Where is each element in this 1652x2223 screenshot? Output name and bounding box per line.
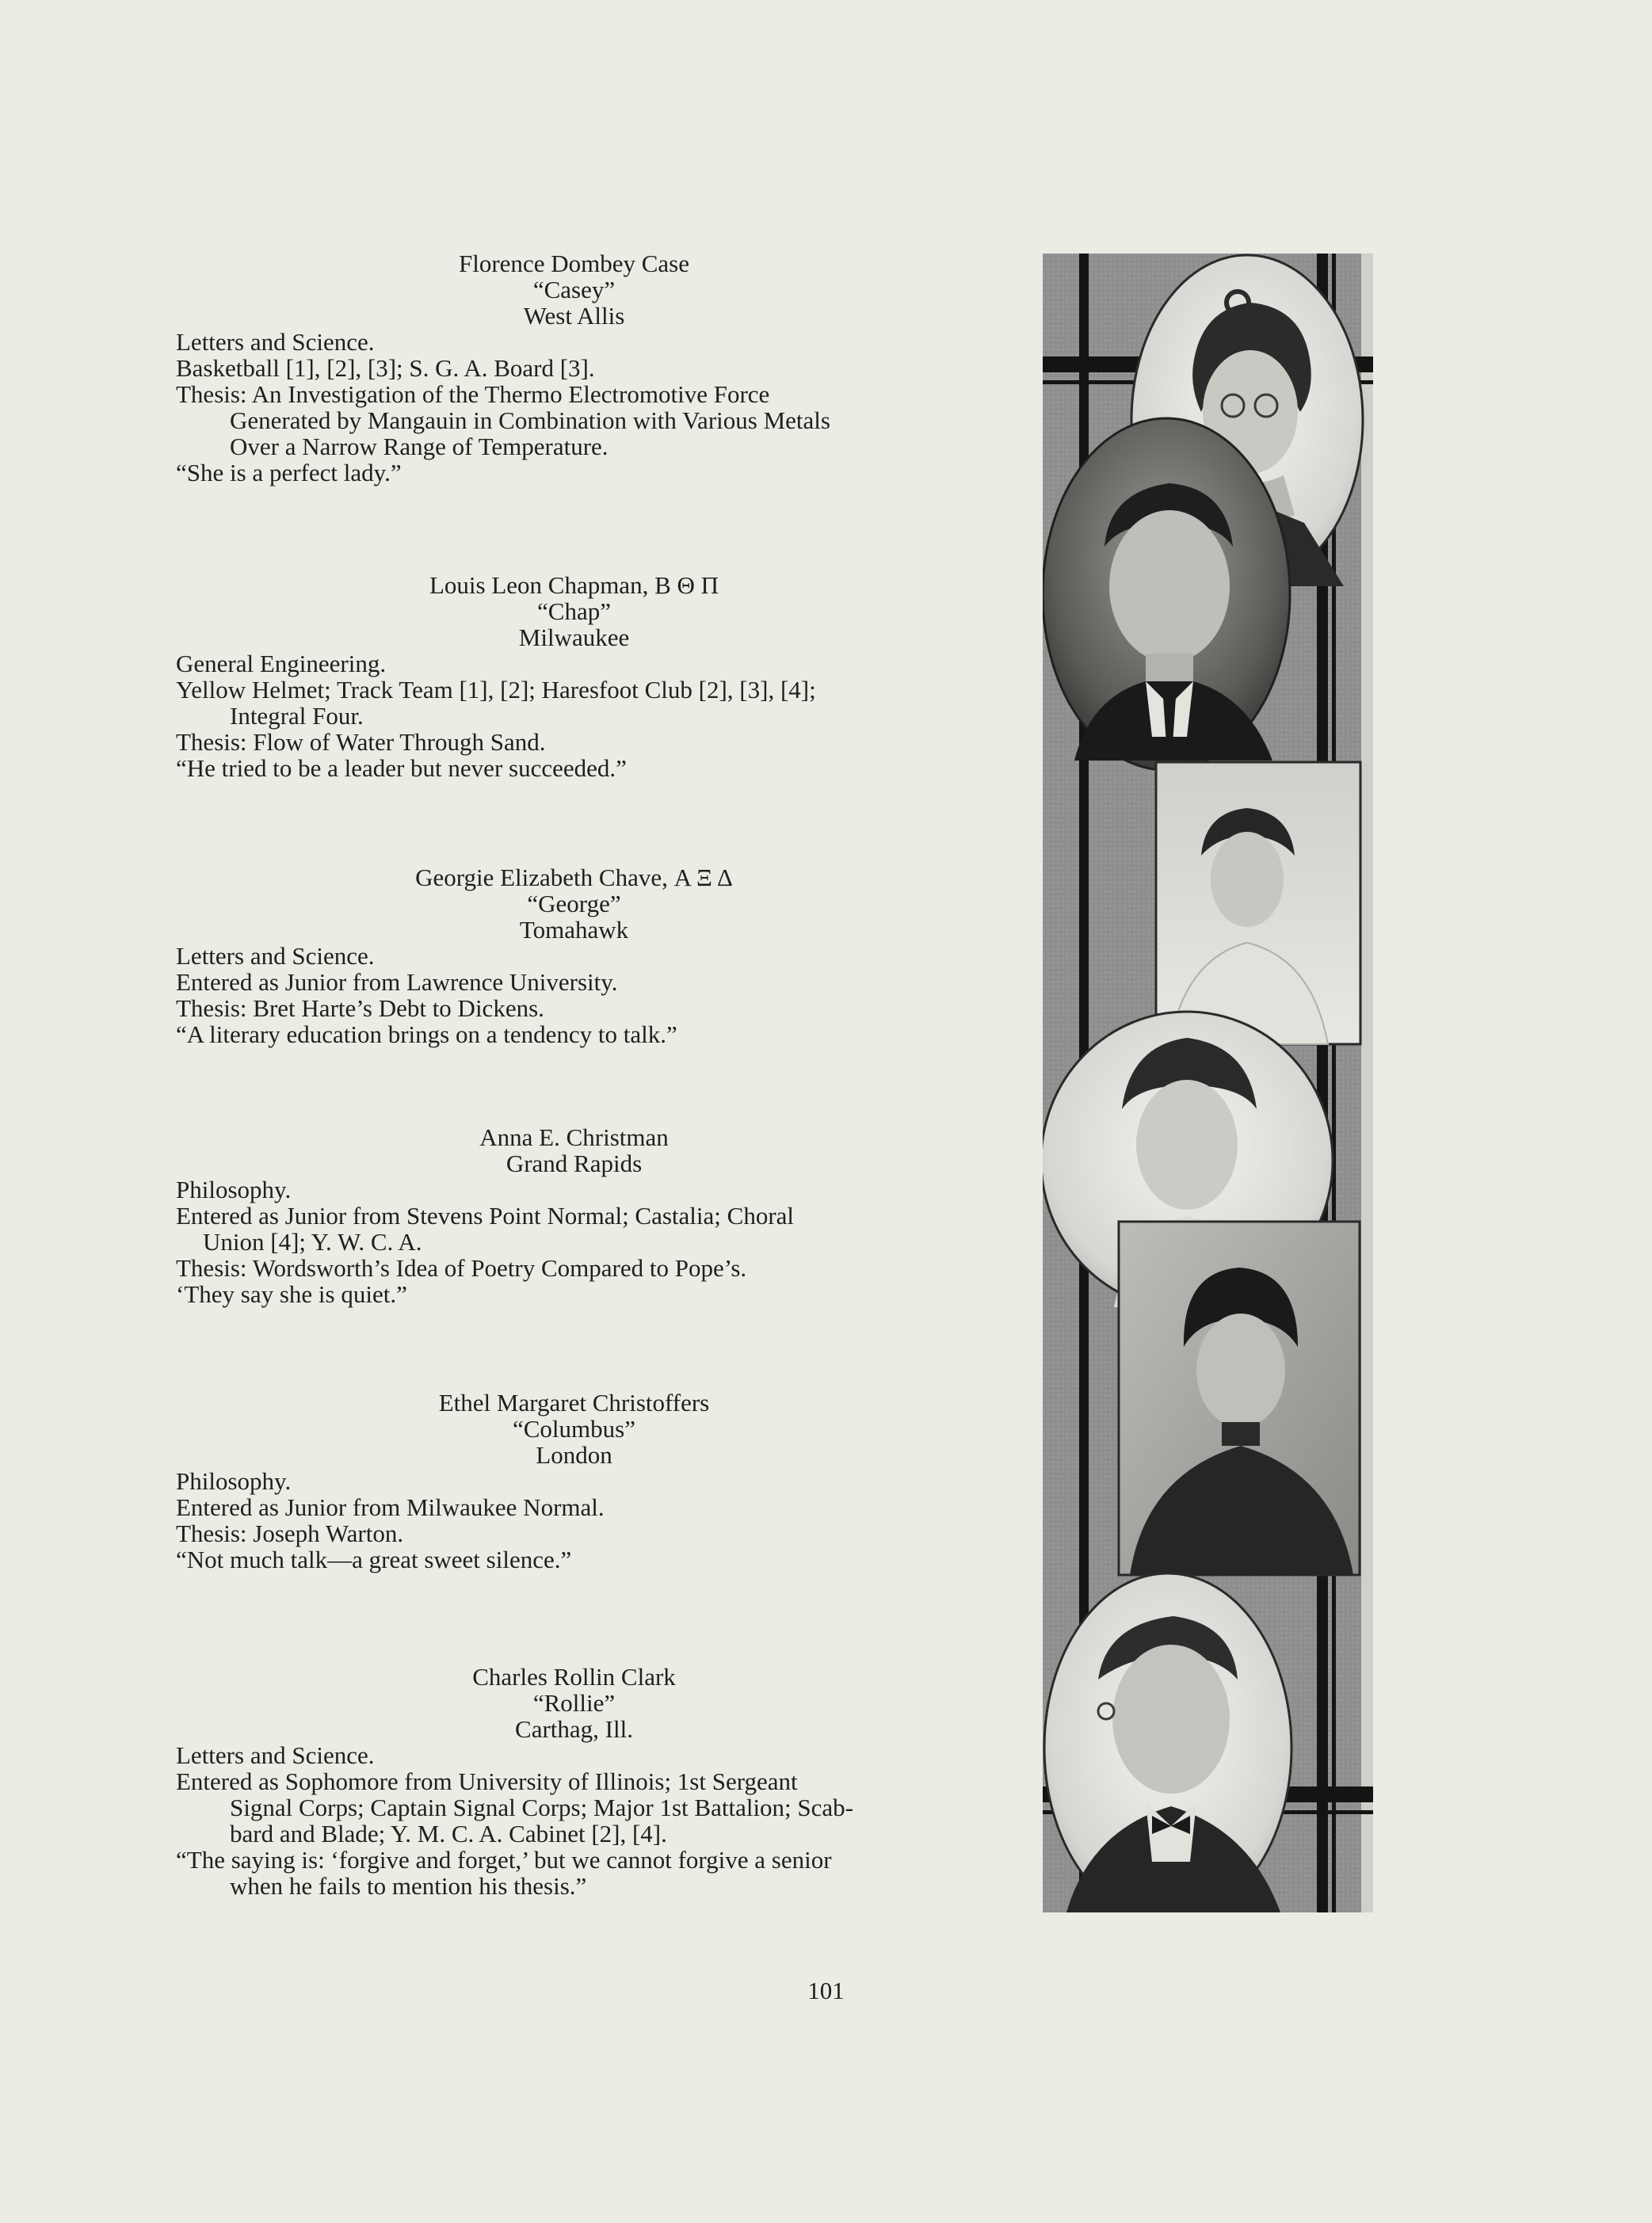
student-nickname: “Chap” bbox=[537, 597, 611, 625]
detail-line: Entered as Sophomore from University of Illinois; 1st Sergeant bbox=[176, 1767, 798, 1795]
entry-heading bbox=[176, 1664, 972, 1742]
student-nickname: “George” bbox=[527, 890, 621, 917]
detail-line: Entered as Junior from Milwaukee Normal. bbox=[176, 1493, 605, 1521]
senior-entry bbox=[176, 1124, 972, 1307]
detail-line: Integral Four. bbox=[230, 702, 364, 730]
detail-line: Thesis: Wordsworth’s Idea of Poetry Compared to Pope’s. bbox=[176, 1254, 747, 1282]
detail-line: Union [4]; Y. W. C. A. bbox=[203, 1228, 422, 1256]
detail-line: Generated by Mangauin in Combination with Various Metals bbox=[230, 406, 830, 434]
portrait-charles-clark bbox=[1044, 1573, 1291, 1912]
student-name: Anna E. Christman bbox=[479, 1123, 669, 1151]
portrait-strip bbox=[1043, 254, 1373, 1912]
detail-line: Letters and Science. bbox=[176, 328, 375, 356]
student-name: Florence Dombey Case bbox=[459, 250, 689, 277]
detail-line: Thesis: An Investigation of the Thermo Electromotive Force bbox=[176, 380, 770, 408]
student-hometown: London bbox=[536, 1441, 612, 1469]
portrait-louis-chapman bbox=[1043, 418, 1290, 770]
detail-line: Entered as Junior from Lawrence University. bbox=[176, 968, 618, 996]
detail-line: Yellow Helmet; Track Team [1], [2]; Haresfoot Club [2], [3], [4]; bbox=[176, 676, 816, 704]
entry-details bbox=[176, 650, 972, 781]
senior-entry bbox=[176, 572, 972, 781]
entry-heading bbox=[176, 250, 972, 329]
detail-line: General Engineering. bbox=[176, 650, 387, 677]
entry-heading bbox=[176, 1124, 972, 1176]
detail-line: “Not much talk—a great sweet silence.” bbox=[176, 1546, 572, 1573]
portrait-ethel-christoffers bbox=[1119, 1222, 1360, 1575]
entry-details bbox=[176, 1176, 972, 1307]
portrait-georgie-chave bbox=[1156, 762, 1360, 1044]
student-name: Georgie Elizabeth Chave, Α Ξ Δ bbox=[415, 864, 733, 891]
student-name: Louis Leon Chapman, Β Θ Π bbox=[429, 571, 719, 599]
student-nickname: “Rollie” bbox=[532, 1689, 616, 1717]
entry-details bbox=[176, 1742, 972, 1899]
detail-line: Letters and Science. bbox=[176, 942, 375, 970]
entry-details bbox=[176, 1468, 972, 1573]
student-name: Charles Rollin Clark bbox=[472, 1663, 676, 1691]
entry-details bbox=[176, 943, 972, 1047]
detail-line: Signal Corps; Captain Signal Corps; Major 1st Battalion; Scab- bbox=[230, 1794, 854, 1821]
detail-line: Entered as Junior from Stevens Point Normal; Castalia; Choral bbox=[176, 1202, 795, 1230]
entry-heading bbox=[176, 572, 972, 650]
student-nickname: “Columbus” bbox=[513, 1415, 635, 1443]
detail-line: Basketball [1], [2], [3]; S. G. A. Board [3]. bbox=[176, 354, 595, 382]
detail-line: Over a Narrow Range of Temperature. bbox=[230, 433, 609, 460]
detail-line: when he fails to mention his thesis.” bbox=[230, 1872, 587, 1900]
detail-line: Thesis: Joseph Warton. bbox=[176, 1519, 404, 1547]
senior-entry bbox=[176, 1390, 972, 1573]
student-nickname: “Casey” bbox=[532, 276, 616, 303]
page-number: 101 bbox=[807, 1977, 845, 2004]
detail-line: Thesis: Bret Harte’s Debt to Dickens. bbox=[176, 994, 544, 1022]
entry-heading bbox=[176, 1390, 972, 1468]
senior-entry bbox=[176, 864, 972, 1047]
detail-line: bard and Blade; Y. M. C. A. Cabinet [2], [4]. bbox=[230, 1820, 667, 1847]
detail-line: “A literary education brings on a tendency to talk.” bbox=[176, 1020, 677, 1048]
entry-heading bbox=[176, 864, 972, 943]
student-hometown: West Allis bbox=[523, 302, 625, 330]
senior-entry bbox=[176, 1664, 972, 1899]
detail-line: Thesis: Flow of Water Through Sand. bbox=[176, 728, 546, 756]
strip-edge bbox=[1361, 254, 1373, 1912]
detail-line: ‘They say she is quiet.” bbox=[176, 1280, 407, 1308]
senior-entry bbox=[176, 250, 972, 486]
detail-line: Philosophy. bbox=[176, 1467, 292, 1495]
portrait-strip-art bbox=[1043, 254, 1373, 1912]
detail-line: Letters and Science. bbox=[176, 1741, 375, 1769]
student-hometown: Grand Rapids bbox=[506, 1150, 643, 1177]
student-hometown: Milwaukee bbox=[518, 623, 630, 651]
detail-line: “He tried to be a leader but never succeeded.” bbox=[176, 754, 627, 782]
detail-line: Philosophy. bbox=[176, 1176, 292, 1203]
detail-line: “The saying is: ‘forgive and forget,’ but we cannot forgive a senior bbox=[176, 1846, 832, 1874]
student-hometown: Tomahawk bbox=[519, 916, 629, 944]
entry-details bbox=[176, 329, 972, 486]
student-name: Ethel Margaret Christoffers bbox=[438, 1389, 710, 1417]
student-hometown: Carthag, Ill. bbox=[515, 1715, 633, 1743]
detail-line: “She is a perfect lady.” bbox=[176, 459, 402, 486]
